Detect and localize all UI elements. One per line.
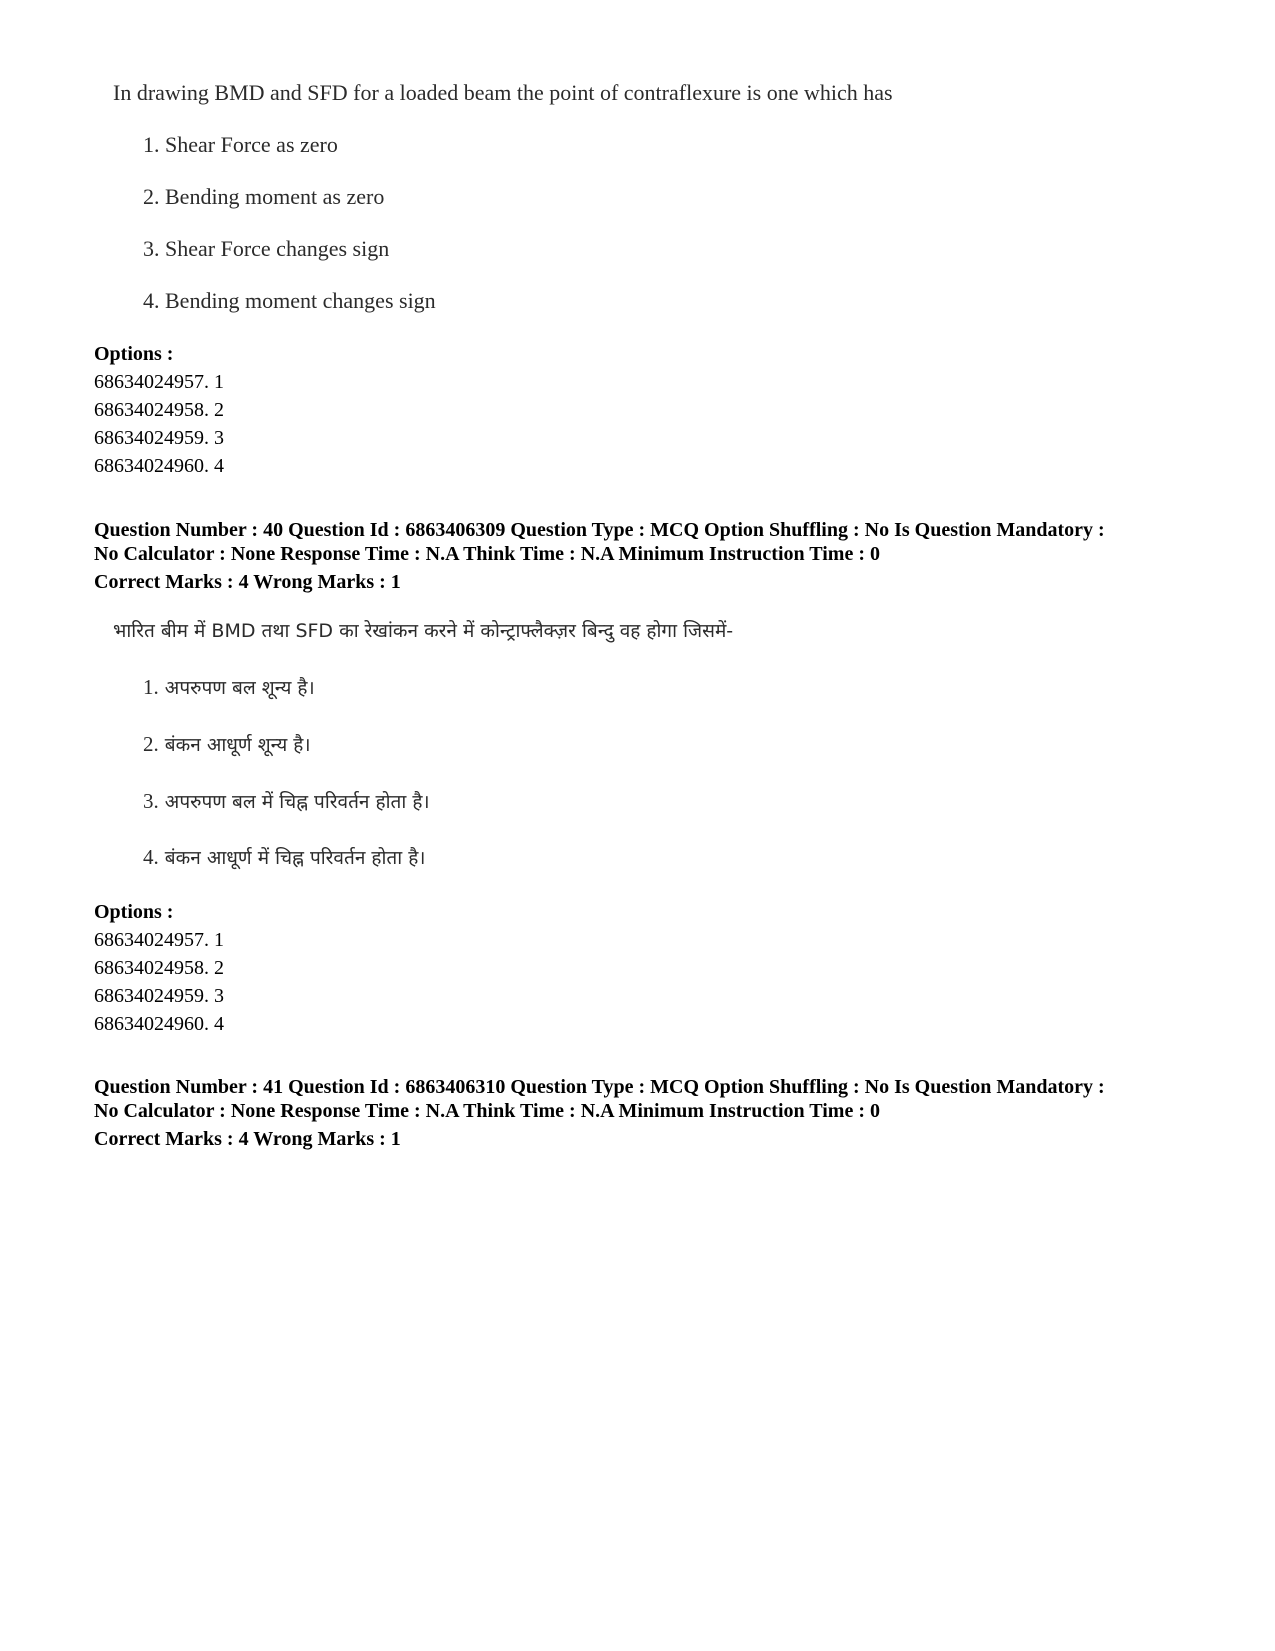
meta-line-1: Question Number : 41 Question Id : 6863406310 Question Type : MCQ Option Shuffling : No Is Question Mandatory : bbox=[94, 1076, 1105, 1098]
answer-choice bbox=[143, 844, 426, 871]
options-label: Options : bbox=[94, 343, 174, 365]
option-item: 68634024957. 1 bbox=[94, 929, 224, 951]
choice-number: 1. bbox=[143, 675, 159, 699]
question-39-image bbox=[113, 80, 1113, 330]
question-41-meta bbox=[94, 1075, 1194, 1151]
question-stem: In drawing BMD and SFD for a loaded beam the point of contraflexure is one which has bbox=[113, 80, 893, 105]
answer-choice: 3. Shear Force changes sign bbox=[143, 236, 390, 261]
choice-text: अपरुपण बल में चिह्न परिवर्तन होता है। bbox=[164, 791, 430, 813]
answer-choice: 4. Bending moment changes sign bbox=[143, 288, 436, 313]
answer-choice: 1. Shear Force as zero bbox=[143, 132, 338, 157]
option-item: 68634024959. 3 bbox=[94, 985, 224, 1007]
option-item: 68634024958. 2 bbox=[94, 957, 224, 979]
option-item: 68634024957. 1 bbox=[94, 371, 224, 393]
choice-text: बंकन आधूर्ण में चिह्न परिवर्तन होता है। bbox=[164, 847, 426, 869]
choice-number: 4. bbox=[143, 845, 159, 869]
meta-line-3: Correct Marks : 4 Wrong Marks : 1 bbox=[94, 1128, 401, 1150]
choice-text: अपरुपण बल शून्य है। bbox=[164, 677, 315, 699]
meta-line-1: Question Number : 40 Question Id : 6863406309 Question Type : MCQ Option Shuffling : No Is Question Mandatory : bbox=[94, 519, 1105, 541]
meta-line-2: No Calculator : None Response Time : N.A Think Time : N.A Minimum Instruction Time : 0 bbox=[94, 543, 880, 565]
option-item: 68634024960. 4 bbox=[94, 455, 224, 477]
choice-number: 2. bbox=[143, 732, 159, 756]
question-40-image bbox=[113, 618, 1113, 898]
answer-choice: 2. Bending moment as zero bbox=[143, 184, 385, 209]
option-item: 68634024958. 2 bbox=[94, 399, 224, 421]
question-40-meta bbox=[94, 518, 1194, 594]
choice-number: 3. bbox=[143, 789, 159, 813]
option-item: 68634024959. 3 bbox=[94, 427, 224, 449]
choice-text: बंकन आधूर्ण शून्य है। bbox=[164, 734, 311, 756]
answer-choice bbox=[143, 731, 311, 758]
answer-choice bbox=[143, 674, 315, 701]
meta-line-2: No Calculator : None Response Time : N.A Think Time : N.A Minimum Instruction Time : 0 bbox=[94, 1100, 880, 1122]
question-stem: भारित बीम में BMD तथा SFD का रेखांकन करने में कोन्ट्राफ्लैक्ज़र बिन्दु वह होगा जिसमें- bbox=[113, 620, 734, 642]
meta-line-3: Correct Marks : 4 Wrong Marks : 1 bbox=[94, 571, 401, 593]
options-label: Options : bbox=[94, 901, 174, 923]
option-item: 68634024960. 4 bbox=[94, 1013, 224, 1035]
answer-choice bbox=[143, 788, 430, 815]
